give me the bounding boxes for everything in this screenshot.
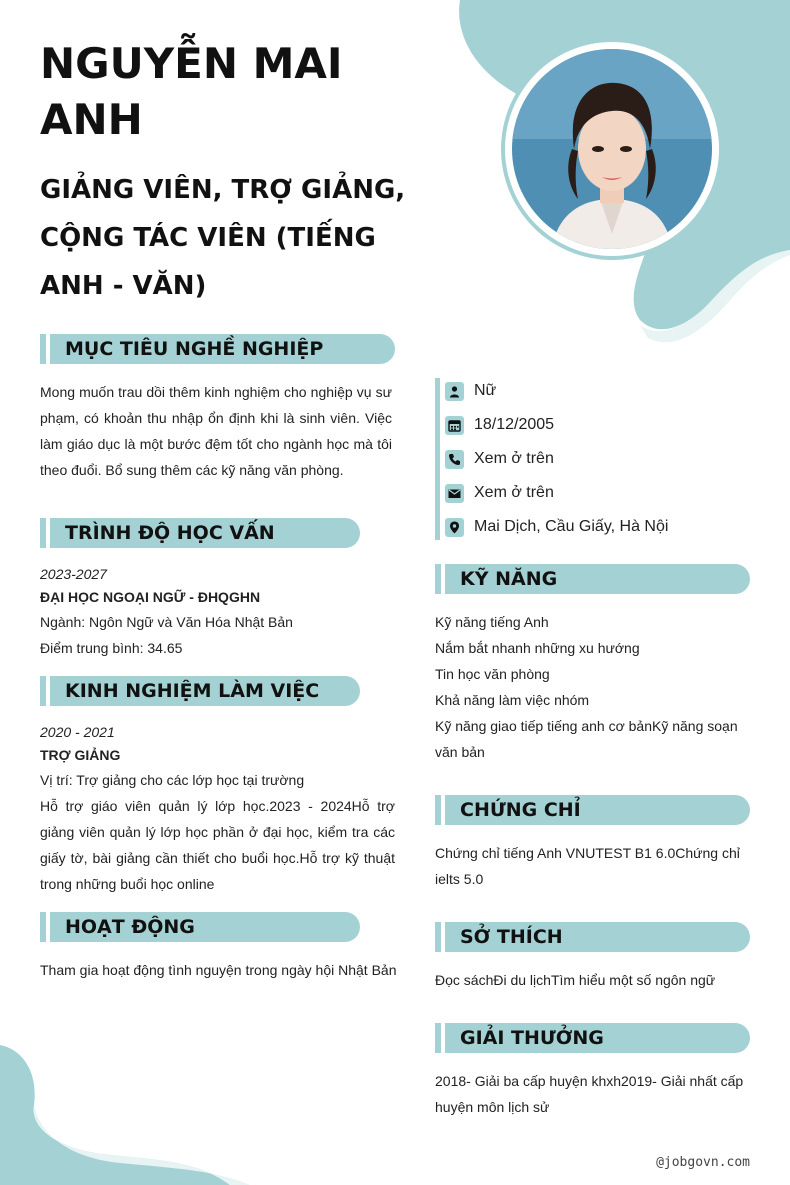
- certificates-text: Chứng chỉ tiếng Anh VNUTEST B1 6.0Chứng chỉ ielts 5.0: [435, 845, 740, 887]
- experience-position: Vị trí: Trợ giảng cho các lớp học tại trường: [40, 772, 305, 788]
- person-icon: [445, 382, 464, 401]
- mail-icon: [445, 484, 464, 503]
- activities-heading: [40, 912, 360, 942]
- certificates-heading: [435, 795, 750, 825]
- awards-heading: [435, 1023, 750, 1053]
- candidate-name: NGUYỄN MAI ANH: [40, 39, 343, 144]
- activities-heading-label: HOẠT ĐỘNG: [65, 916, 195, 938]
- education-heading-label: TRÌNH ĐỘ HỌC VẤN: [65, 522, 275, 544]
- education-gpa: Điểm trung bình: 34.65: [40, 640, 183, 656]
- objective-text: Mong muốn trau dồi thêm kinh nghiệm cho nghiệp vụ sư phạm, có khoản thu nhập ổn định khi là sinh viên. Việc làm giáo dục là một bước đệm tốt cho ngành học mà tôi theo đuổi. Bổ sung thêm các kỹ năng văn phòng.: [40, 384, 392, 478]
- location-pin-icon: [445, 518, 464, 537]
- experience-role: TRỢ GIẢNG: [40, 747, 121, 763]
- hobbies-heading: [435, 922, 750, 952]
- contact-address: [445, 515, 668, 539]
- contact-birthday: [445, 413, 554, 437]
- awards-text: 2018- Giải ba cấp huyện khxh2019- Giải nhất cấp huyện môn lịch sử: [435, 1073, 744, 1115]
- education-major: Ngành: Ngôn Ngữ và Văn Hóa Nhật Bản: [40, 614, 293, 630]
- objective-heading-label: MỤC TIÊU NGHỀ NGHIỆP: [65, 338, 324, 360]
- gender-text: Nữ: [474, 382, 497, 399]
- skills-heading-label: KỸ NĂNG: [460, 568, 558, 590]
- experience-heading-label: KINH NGHIỆM LÀM VIỆC: [65, 680, 320, 702]
- awards-heading-label: GIẢI THƯỞNG: [460, 1027, 604, 1049]
- contact-gender: [445, 379, 496, 403]
- education-period: 2023-2027: [40, 566, 107, 582]
- phone-text: Xem ở trên: [474, 450, 554, 467]
- avatar: [512, 49, 712, 249]
- skill-item: Tin học văn phòng: [435, 666, 550, 682]
- objective-heading: [40, 334, 395, 364]
- watermark: @jobgovn.com: [656, 1155, 750, 1170]
- phone-icon: [445, 450, 464, 469]
- skill-item: Khả năng làm việc nhóm: [435, 692, 590, 708]
- education-school: ĐẠI HỌC NGOẠI NGỮ - ĐHQGHN: [40, 589, 261, 605]
- certificates-heading-label: CHỨNG CHỈ: [460, 799, 581, 821]
- calendar-icon: [445, 416, 464, 435]
- birthday-text: 18/12/2005: [474, 416, 555, 433]
- skills-heading: [435, 564, 750, 594]
- contact-email: [445, 481, 554, 505]
- skill-item: Nắm bắt nhanh những xu hướng: [435, 640, 640, 656]
- email-text: Xem ở trên: [474, 484, 554, 501]
- activities-text: Tham gia hoạt động tình nguyện trong ngày hội Nhật Bản: [40, 962, 397, 978]
- job-title: GIẢNG VIÊN, TRỢ GIẢNG, CỘNG TÁC VIÊN (TIẾNG ANH - VĂN): [40, 175, 406, 301]
- experience-heading: [40, 676, 360, 706]
- hobbies-heading-label: SỞ THÍCH: [460, 926, 563, 948]
- experience-period: 2020 - 2021: [40, 724, 115, 740]
- contact-phone: [445, 447, 554, 471]
- skill-item: Kỹ năng tiếng Anh: [435, 614, 549, 630]
- experience-details: Hỗ trợ giáo viên quản lý lớp học.2023 - 2024Hỗ trợ giảng viên quản lý lớp học phần ở đại học, kiểm tra các giấy tờ, bài giảng cần thiết cho buổi học.Hỗ trợ kỹ thuật trong những buổi học online: [40, 798, 395, 892]
- education-heading: [40, 518, 360, 548]
- address-text: Mai Dịch, Cầu Giấy, Hà Nội: [474, 518, 669, 535]
- hobbies-text: Đọc sáchĐi du lịchTìm hiểu một số ngôn ngữ: [435, 972, 716, 988]
- skill-item: Kỹ năng giao tiếp tiếng anh cơ bảnKỹ năng soạn văn bản: [435, 718, 738, 760]
